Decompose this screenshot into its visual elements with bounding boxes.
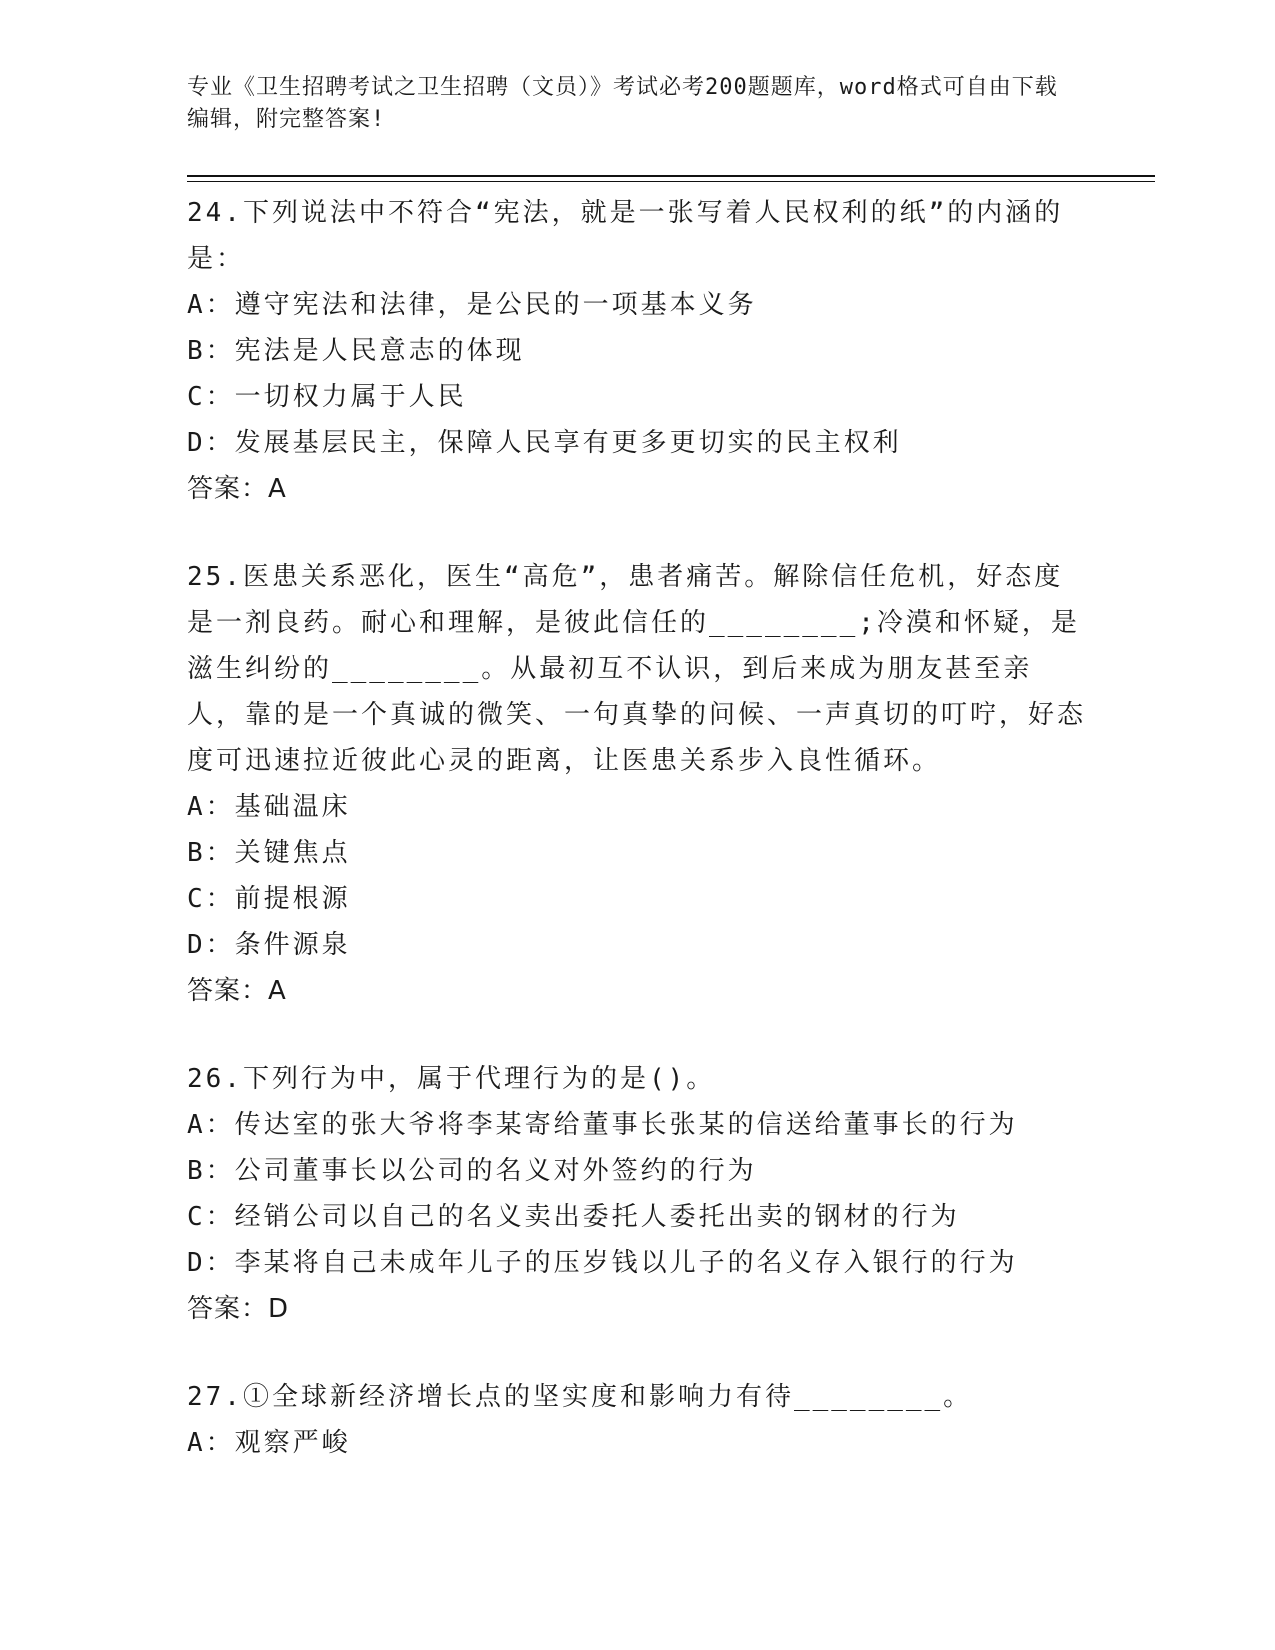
- question-list: [187, 190, 1087, 1508]
- question-stem: 24.下列说法中不符合“宪法，就是一张写着人民权利的纸”的内涵的是：: [187, 198, 1064, 274]
- option-d: D：李某将自己未成年儿子的压岁钱以儿子的名义存入银行的行为: [187, 1248, 1018, 1278]
- header-divider-thin: [187, 181, 1155, 182]
- answer-line: 答案：A: [187, 474, 287, 504]
- option-a: A：遵守宪法和法律，是公民的一项基本义务: [187, 290, 757, 320]
- option-c: C：经销公司以自己的名义卖出委托人委托出卖的钢材的行为: [187, 1202, 960, 1232]
- option-a: A：传达室的张大爷将李某寄给董事长张某的信送给董事长的行为: [187, 1110, 1018, 1140]
- header-divider-thick: [187, 175, 1155, 177]
- option-c: C：前提根源: [187, 884, 351, 914]
- question-stem: 25.医患关系恶化，医生“高危”，患者痛苦。解除信任危机，好态度是一剂良药。耐心和理解，是彼此信任的________;冷漠和怀疑，是滋生纠纷的________。从最初互不认识，到后来成为朋友甚至亲人，靠的是一个真诚的微笑、一句真挚的问候、一声真切的叮咛，好态度可迅速拉近彼此心灵的距离，让医患关系步入良性循环。: [187, 562, 1087, 776]
- question-25: [187, 554, 1087, 1014]
- answer-line: 答案：D: [187, 1294, 290, 1324]
- option-a: A：基础温床: [187, 792, 351, 822]
- option-b: B：公司董事长以公司的名义对外签约的行为: [187, 1156, 757, 1186]
- question-26: [187, 1056, 1087, 1332]
- question-24: [187, 190, 1087, 512]
- document-header: 专业《卫生招聘考试之卫生招聘（文员）》考试必考200题题库，word格式可自由下载编辑，附完整答案!: [187, 75, 1058, 132]
- option-d: D：发展基层民主，保障人民享有更多更切实的民主权利: [187, 428, 902, 458]
- option-a: A：观察严峻: [187, 1428, 351, 1458]
- option-d: D：条件源泉: [187, 930, 351, 960]
- option-c: C：一切权力属于人民: [187, 382, 467, 412]
- question-stem: 26.下列行为中，属于代理行为的是()。: [187, 1064, 716, 1094]
- answer-line: 答案：A: [187, 976, 287, 1006]
- option-b: B：宪法是人民意志的体现: [187, 336, 525, 366]
- question-stem: 27.①全球新经济增长点的坚实度和影响力有待________。: [187, 1382, 973, 1412]
- option-b: B：关键焦点: [187, 838, 351, 868]
- question-27: [187, 1374, 1087, 1466]
